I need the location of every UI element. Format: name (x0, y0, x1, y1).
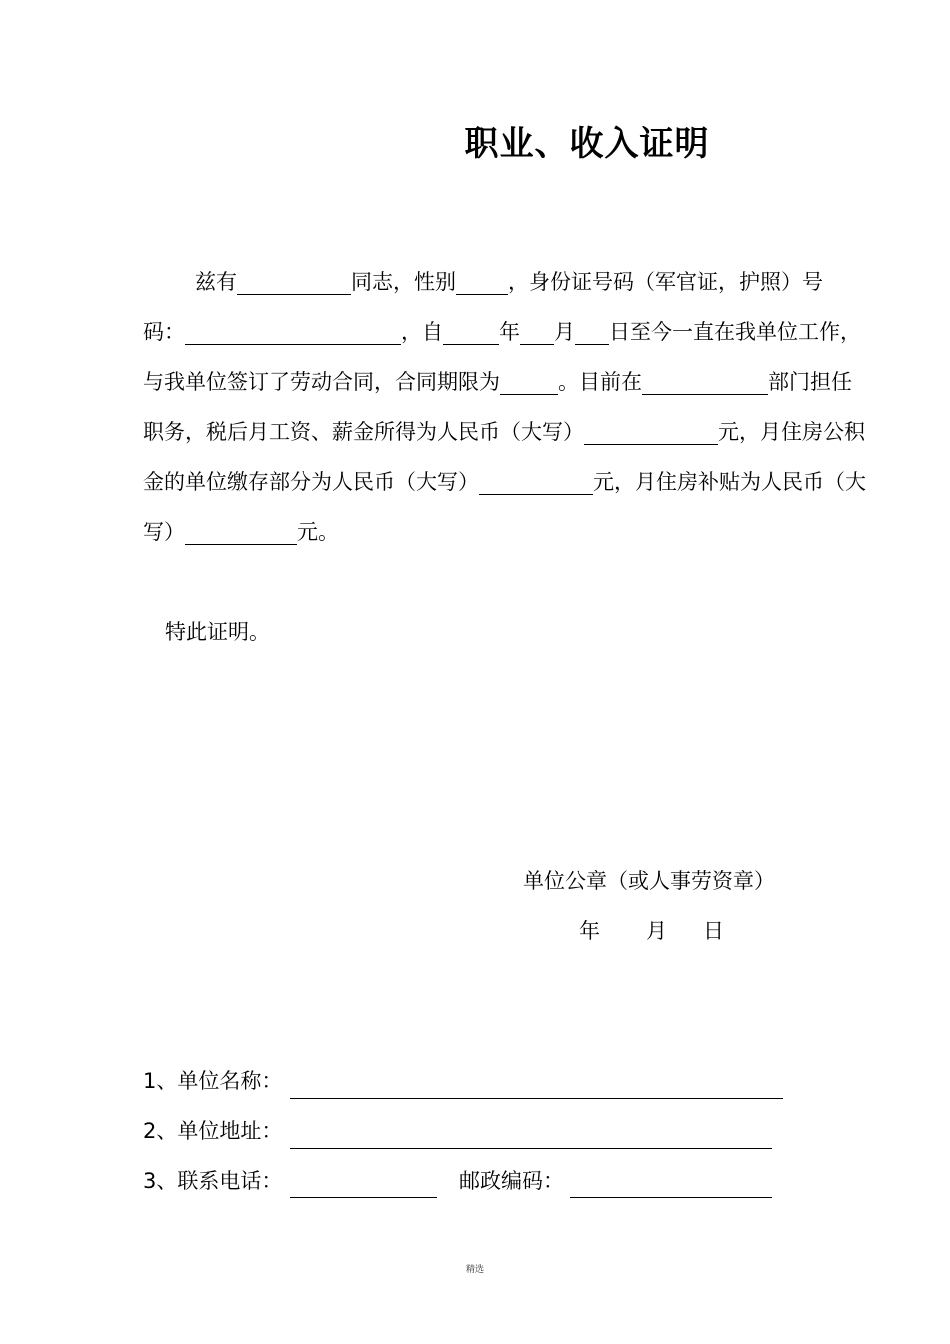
phone-line[interactable] (290, 1197, 437, 1198)
body-line-3 (143, 367, 852, 397)
start-year-blank[interactable] (443, 322, 499, 345)
unit-name-label: 1、单位名称： (143, 1069, 283, 1093)
body-line-4 (143, 417, 865, 447)
unit-address-line[interactable] (290, 1148, 772, 1149)
text: 日至今一直在我单位工作， (609, 320, 861, 344)
phone-label: 3、联系电话： (143, 1169, 283, 1193)
body-line-6 (143, 517, 339, 547)
closing-text: 特此证明。 (165, 620, 270, 644)
seal-label: 单位公章（或人事劳资章） (523, 869, 775, 893)
text: 写） (143, 520, 185, 544)
text: 部门担任 (768, 370, 852, 394)
date-day: 日 (703, 919, 724, 943)
text: 。目前在 (558, 370, 642, 394)
unit-address-label: 2、单位地址： (143, 1119, 283, 1143)
document-title: 职业、收入证明 (464, 124, 710, 164)
body-line-1 (143, 267, 823, 297)
postcode-line[interactable] (570, 1197, 772, 1198)
housing-fund-blank[interactable] (479, 472, 593, 495)
start-day-blank[interactable] (575, 322, 609, 345)
body-line-2 (143, 317, 861, 347)
salary-blank[interactable] (584, 422, 718, 445)
text: 同志，性别 (351, 270, 456, 294)
gender-blank[interactable] (456, 272, 508, 295)
text: 码： (143, 320, 185, 344)
text: 金的单位缴存部分为人民币（大写） (143, 470, 479, 494)
name-blank[interactable] (237, 272, 351, 295)
text: 月 (554, 320, 575, 344)
department-blank[interactable] (642, 372, 768, 395)
date-year: 年 (579, 919, 600, 943)
text: 职务，税后月工资、薪金所得为人民币（大写） (143, 420, 584, 444)
contract-term-blank[interactable] (500, 372, 558, 395)
body-line-5 (143, 467, 866, 497)
postcode-label: 邮政编码： (459, 1169, 564, 1193)
text: 元。 (297, 520, 339, 544)
date-month: 月 (646, 919, 667, 943)
footer-text: 精选 (465, 1265, 484, 1275)
unit-name-line[interactable] (290, 1098, 783, 1099)
start-month-blank[interactable] (520, 322, 554, 345)
text: 与我单位签订了劳动合同，合同期限为 (143, 370, 500, 394)
text: 年 (499, 320, 520, 344)
text: ，身份证号码（军官证，护照）号 (508, 270, 823, 294)
text: 元，月住房公积 (718, 420, 865, 444)
id-number-blank[interactable] (185, 322, 401, 345)
housing-subsidy-blank[interactable] (185, 522, 297, 545)
text: 元，月住房补贴为人民币（大 (593, 470, 866, 494)
text: 兹有 (195, 270, 237, 294)
text: ，自 (401, 320, 443, 344)
